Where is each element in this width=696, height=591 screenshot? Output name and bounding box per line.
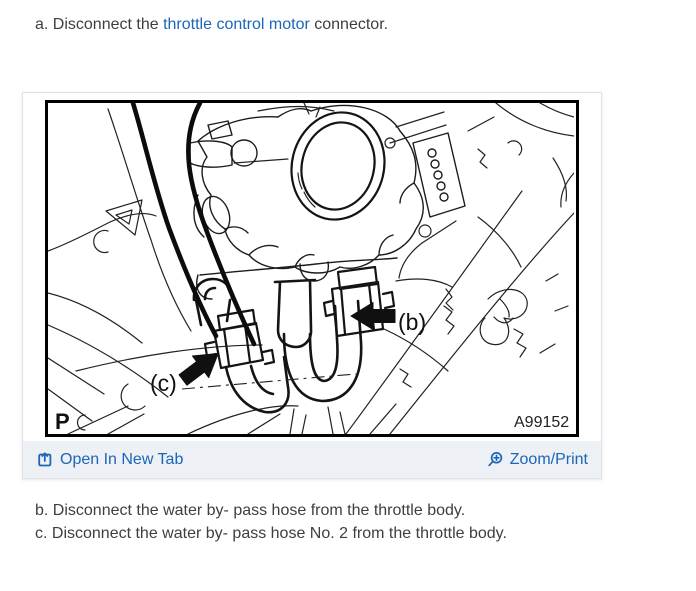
step-a-prefix: a. Disconnect the [35, 16, 164, 33]
throttle-body-illustration [48, 103, 574, 434]
step-b-text: b. Disconnect the water by- pass hose from the throttle body. [35, 502, 466, 519]
figure-toolbar [23, 441, 601, 478]
step-c-text: c. Disconnect the water by- pass hose No. 2 from the throttle body. [35, 525, 507, 542]
figure-panel [22, 92, 602, 479]
main-diagonal-hose [133, 103, 254, 344]
throttle-control-motor-link[interactable]: throttle control motor [163, 16, 310, 33]
throttle-bore [280, 103, 395, 230]
steps-b-c [35, 499, 507, 545]
open-in-new-tab-icon [36, 451, 54, 469]
magnifier-plus-icon [486, 451, 504, 469]
callout-b-label: (b) [398, 309, 427, 335]
throttle-body-outline [190, 105, 423, 299]
open-in-new-tab-link[interactable] [36, 451, 183, 469]
background-engine-lines [48, 103, 574, 434]
zoom-print-label: Zoom/Print [509, 450, 588, 468]
motor-connector [413, 133, 465, 217]
bypass-hoses [194, 279, 361, 412]
figure-corner-mark: P [55, 409, 70, 434]
zoom-print-link[interactable] [486, 451, 588, 469]
figure-code: A99152 [514, 414, 570, 431]
callout-c-label: (c) [150, 370, 177, 396]
figure-frame [45, 100, 579, 437]
step-a-suffix: connector. [309, 16, 389, 33]
open-in-new-tab-label: Open In New Tab [60, 450, 184, 468]
step-a-text [35, 16, 388, 34]
